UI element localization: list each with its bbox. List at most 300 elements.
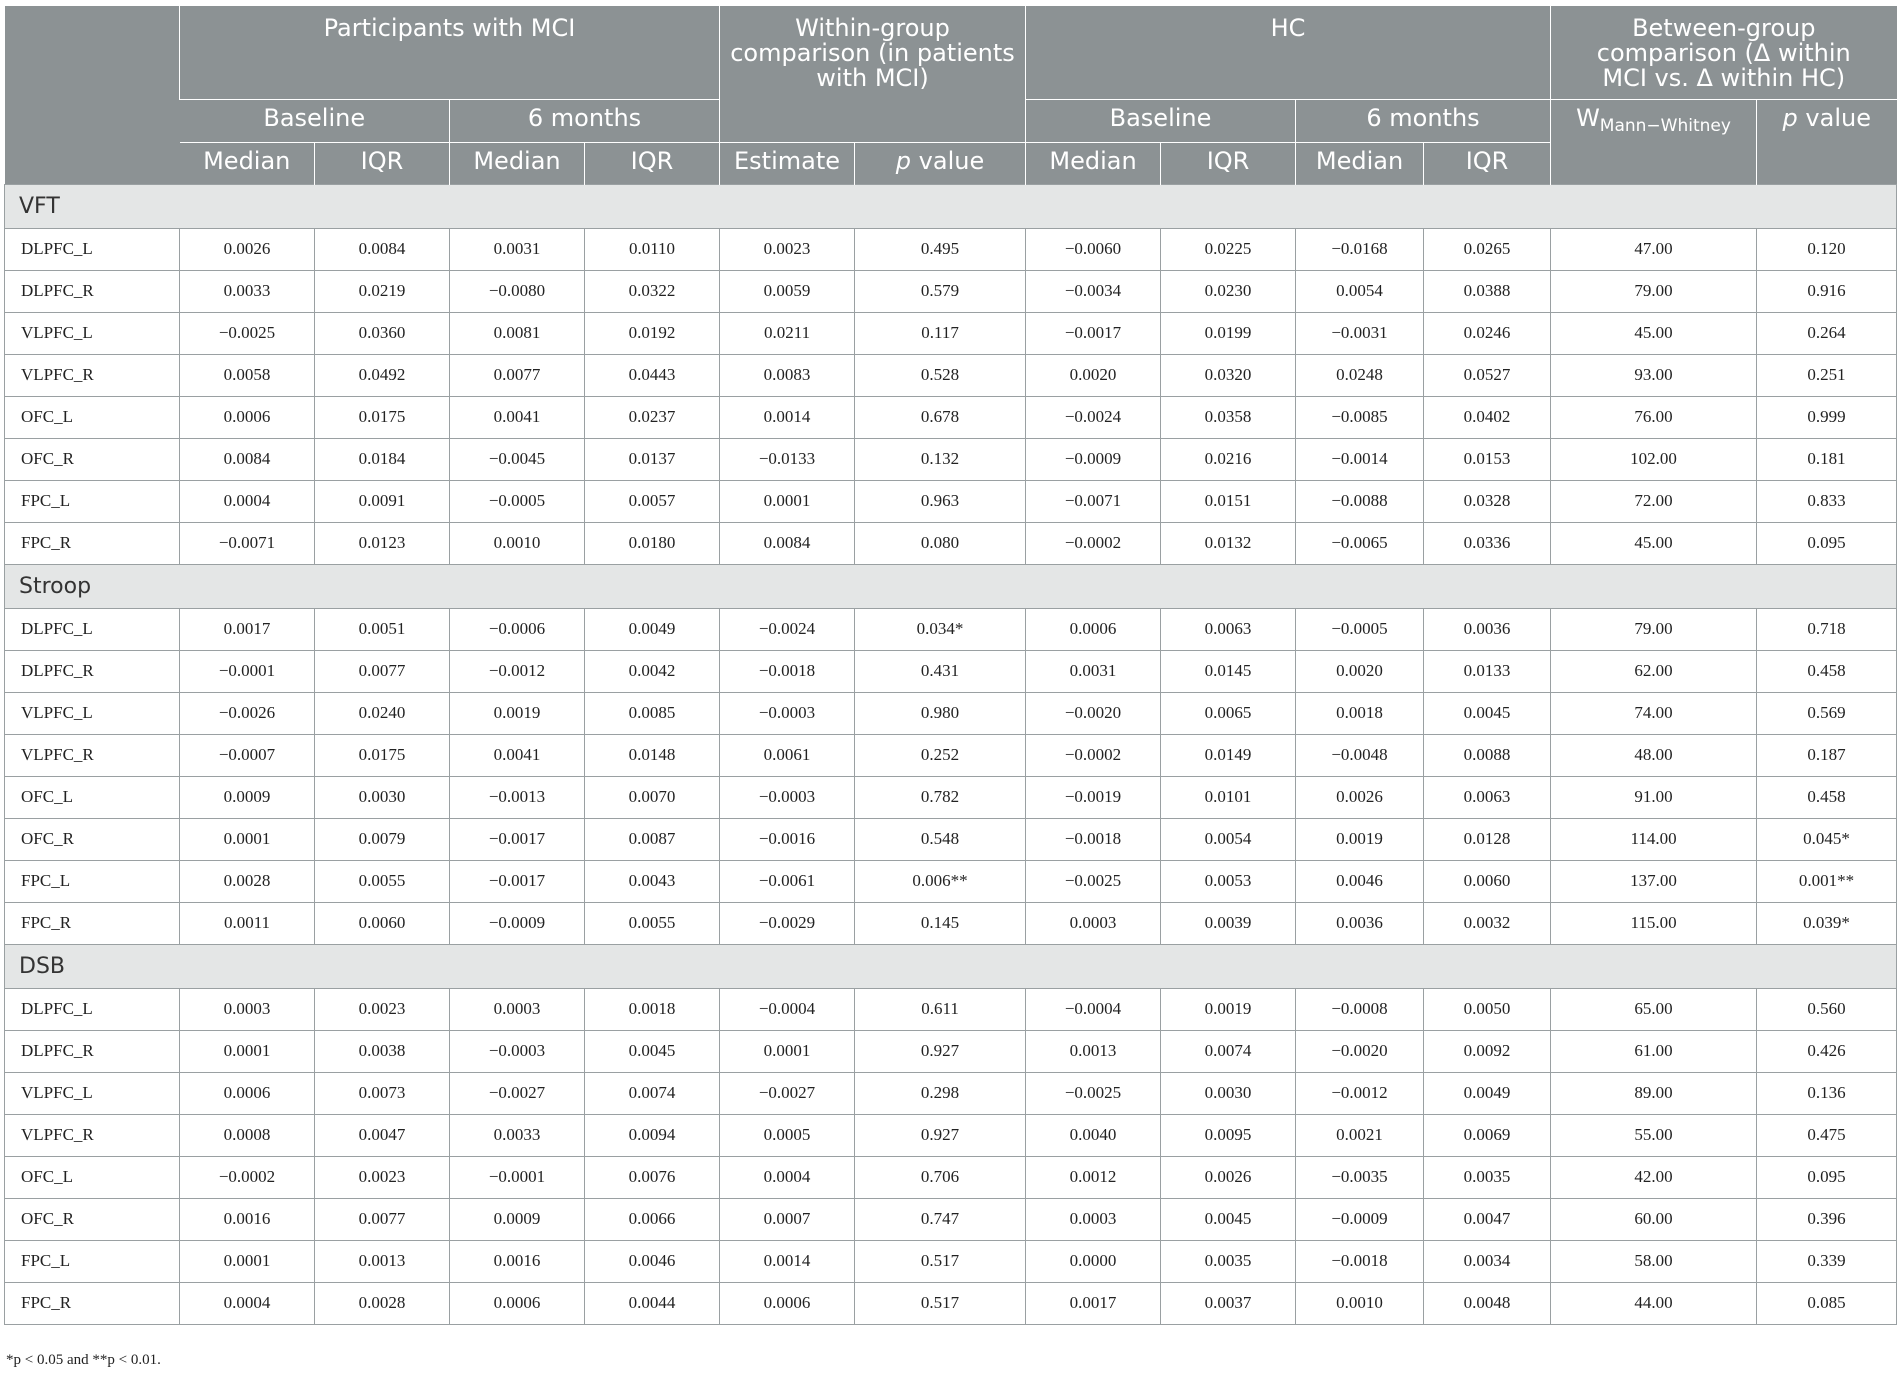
- table-cell: −0.0012: [1296, 1072, 1424, 1114]
- row-label: DLPFC_R: [5, 1030, 180, 1072]
- table-cell: 0.0085: [585, 692, 720, 734]
- table-cell: 55.00: [1551, 1114, 1757, 1156]
- table-cell: −0.0018: [1296, 1240, 1424, 1282]
- table-cell: 0.560: [1757, 988, 1897, 1030]
- table-row: [5, 270, 1897, 312]
- table-cell: 0.0091: [315, 480, 450, 522]
- table-cell: 0.0016: [450, 1240, 585, 1282]
- table-cell: 0.0030: [1161, 1072, 1296, 1114]
- table-cell: −0.0024: [720, 608, 855, 650]
- table-cell: 0.980: [855, 692, 1026, 734]
- table-cell: −0.0012: [450, 650, 585, 692]
- table-cell: −0.0019: [1026, 776, 1161, 818]
- header-w-mann-whitney: [1551, 99, 1757, 184]
- table-cell: 0.0038: [315, 1030, 450, 1072]
- table-cell: 0.517: [855, 1282, 1026, 1324]
- table-cell: 60.00: [1551, 1198, 1757, 1240]
- table-cell: 0.0013: [1026, 1030, 1161, 1072]
- table-cell: 0.0216: [1161, 438, 1296, 480]
- table-cell: 0.999: [1757, 396, 1897, 438]
- table-cell: −0.0035: [1296, 1156, 1424, 1198]
- table-cell: 0.0066: [585, 1198, 720, 1240]
- table-cell: 0.0076: [585, 1156, 720, 1198]
- table-cell: 0.0070: [585, 776, 720, 818]
- table-cell: 0.0006: [720, 1282, 855, 1324]
- table-cell: 44.00: [1551, 1282, 1757, 1324]
- table-cell: 0.0123: [315, 522, 450, 564]
- table-cell: 0.0034: [1424, 1240, 1551, 1282]
- table-cell: −0.0003: [720, 776, 855, 818]
- table-cell: 0.396: [1757, 1198, 1897, 1240]
- table-cell: 0.0101: [1161, 776, 1296, 818]
- table-cell: 0.0004: [720, 1156, 855, 1198]
- table-cell: 0.0358: [1161, 396, 1296, 438]
- table-cell: −0.0060: [1026, 228, 1161, 270]
- table-cell: 0.0153: [1424, 438, 1551, 480]
- table-cell: 0.0003: [180, 988, 315, 1030]
- table-cell: 0.0402: [1424, 396, 1551, 438]
- table-row: [5, 902, 1897, 944]
- table-cell: 0.0149: [1161, 734, 1296, 776]
- table-cell: −0.0003: [720, 692, 855, 734]
- table-row: [5, 1072, 1897, 1114]
- table-cell: 0.678: [855, 396, 1026, 438]
- table-cell: 0.0021: [1296, 1114, 1424, 1156]
- table-cell: 0.0077: [315, 650, 450, 692]
- row-label: DLPFC_R: [5, 650, 180, 692]
- table-cell: 79.00: [1551, 608, 1757, 650]
- value-label: value: [918, 146, 985, 175]
- header-mci-baseline: Baseline: [180, 99, 450, 142]
- table-cell: 0.0088: [1424, 734, 1551, 776]
- table-cell: 0.0237: [585, 396, 720, 438]
- table-cell: 0.0047: [1424, 1198, 1551, 1240]
- table-cell: 0.0041: [450, 734, 585, 776]
- table-cell: 0.927: [855, 1114, 1026, 1156]
- table-cell: −0.0003: [450, 1030, 585, 1072]
- table-cell: 137.00: [1551, 860, 1757, 902]
- header-hc-6m-median: Median: [1296, 142, 1424, 184]
- table-cell: 0.085: [1757, 1282, 1897, 1324]
- section-row: [5, 944, 1897, 988]
- table-cell: 0.0148: [585, 734, 720, 776]
- table-cell: 0.0057: [585, 480, 720, 522]
- table-cell: −0.0025: [180, 312, 315, 354]
- table-cell: 0.0023: [315, 988, 450, 1030]
- table-cell: 0.0026: [1296, 776, 1424, 818]
- table-row: [5, 776, 1897, 818]
- table-cell: 0.0492: [315, 354, 450, 396]
- table-cell: 0.0001: [180, 818, 315, 860]
- header-hc-baseline-median: Median: [1026, 142, 1161, 184]
- table-cell: −0.0034: [1026, 270, 1161, 312]
- table-cell: 0.080: [855, 522, 1026, 564]
- table-cell: −0.0025: [1026, 1072, 1161, 1114]
- table-cell: 48.00: [1551, 734, 1757, 776]
- table-row: [5, 1156, 1897, 1198]
- table-cell: 0.0036: [1296, 902, 1424, 944]
- corner-header: [5, 6, 180, 184]
- table-cell: 0.045*: [1757, 818, 1897, 860]
- table-cell: 0.0018: [585, 988, 720, 1030]
- table-cell: −0.0009: [1026, 438, 1161, 480]
- table-cell: 76.00: [1551, 396, 1757, 438]
- table-cell: 0.034*: [855, 608, 1026, 650]
- table-cell: 0.0033: [450, 1114, 585, 1156]
- table-cell: 0.0527: [1424, 354, 1551, 396]
- table-cell: 0.0095: [1161, 1114, 1296, 1156]
- table-cell: 45.00: [1551, 312, 1757, 354]
- table-cell: 0.517: [855, 1240, 1026, 1282]
- table-row: [5, 1240, 1897, 1282]
- row-label: VLPFC_L: [5, 1072, 180, 1114]
- table-cell: 0.0030: [315, 776, 450, 818]
- table-row: [5, 1114, 1897, 1156]
- table-cell: 0.0322: [585, 270, 720, 312]
- table-cell: 0.0074: [585, 1072, 720, 1114]
- header-hc-baseline: Baseline: [1026, 99, 1296, 142]
- table-cell: 0.0137: [585, 438, 720, 480]
- table-cell: 0.0004: [180, 1282, 315, 1324]
- table-cell: 0.0023: [720, 228, 855, 270]
- table-cell: 0.916: [1757, 270, 1897, 312]
- table-cell: 0.0035: [1424, 1156, 1551, 1198]
- table-cell: 72.00: [1551, 480, 1757, 522]
- row-label: FPC_L: [5, 1240, 180, 1282]
- table-cell: 114.00: [1551, 818, 1757, 860]
- table-cell: 0.0092: [1424, 1030, 1551, 1072]
- table-cell: 0.0001: [720, 480, 855, 522]
- results-table-container: [4, 6, 1896, 1325]
- table-cell: 58.00: [1551, 1240, 1757, 1282]
- table-cell: 0.0006: [180, 1072, 315, 1114]
- row-label: VLPFC_R: [5, 354, 180, 396]
- table-cell: 0.0145: [1161, 650, 1296, 692]
- footnote: *p < 0.05 and **p < 0.01.: [6, 1352, 161, 1368]
- table-cell: −0.0071: [180, 522, 315, 564]
- table-cell: 0.0037: [1161, 1282, 1296, 1324]
- table-cell: 0.569: [1757, 692, 1897, 734]
- header-mci-baseline-iqr: IQR: [315, 142, 450, 184]
- table-cell: 0.0087: [585, 818, 720, 860]
- table-cell: 0.475: [1757, 1114, 1897, 1156]
- table-row: [5, 312, 1897, 354]
- table-cell: 0.251: [1757, 354, 1897, 396]
- table-cell: 0.747: [855, 1198, 1026, 1240]
- table-cell: −0.0031: [1296, 312, 1424, 354]
- table-cell: 0.006**: [855, 860, 1026, 902]
- table-cell: 0.0013: [315, 1240, 450, 1282]
- table-cell: 0.548: [855, 818, 1026, 860]
- table-row: [5, 480, 1897, 522]
- table-cell: −0.0071: [1026, 480, 1161, 522]
- table-cell: −0.0088: [1296, 480, 1424, 522]
- table-cell: 0.039*: [1757, 902, 1897, 944]
- table-cell: 0.0036: [1424, 608, 1551, 650]
- table-cell: 0.0018: [1296, 692, 1424, 734]
- table-cell: 0.579: [855, 270, 1026, 312]
- table-cell: 0.0042: [585, 650, 720, 692]
- row-label: FPC_R: [5, 1282, 180, 1324]
- table-cell: 0.0046: [1296, 860, 1424, 902]
- table-cell: 0.706: [855, 1156, 1026, 1198]
- table-cell: −0.0027: [450, 1072, 585, 1114]
- table-cell: −0.0027: [720, 1072, 855, 1114]
- table-cell: 0.298: [855, 1072, 1026, 1114]
- table-cell: 0.0014: [720, 1240, 855, 1282]
- table-cell: −0.0048: [1296, 734, 1424, 776]
- table-cell: 0.0128: [1424, 818, 1551, 860]
- value-label: value: [1805, 103, 1871, 132]
- table-cell: 0.0050: [1424, 988, 1551, 1030]
- table-cell: 65.00: [1551, 988, 1757, 1030]
- table-cell: 0.0054: [1296, 270, 1424, 312]
- table-cell: −0.0024: [1026, 396, 1161, 438]
- table-cell: −0.0002: [1026, 522, 1161, 564]
- row-label: FPC_R: [5, 522, 180, 564]
- table-cell: 0.0007: [720, 1198, 855, 1240]
- table-cell: 0.0006: [1026, 608, 1161, 650]
- row-label: OFC_L: [5, 776, 180, 818]
- table-cell: 0.0060: [1424, 860, 1551, 902]
- table-cell: 0.0016: [180, 1198, 315, 1240]
- table-cell: 0.0012: [1026, 1156, 1161, 1198]
- table-cell: −0.0017: [450, 818, 585, 860]
- table-cell: −0.0004: [720, 988, 855, 1030]
- table-cell: 0.495: [855, 228, 1026, 270]
- table-cell: 0.120: [1757, 228, 1897, 270]
- table-cell: 0.0175: [315, 734, 450, 776]
- table-row: [5, 988, 1897, 1030]
- p-label: p: [1782, 103, 1798, 132]
- table-cell: −0.0001: [450, 1156, 585, 1198]
- table-cell: 93.00: [1551, 354, 1757, 396]
- table-row: [5, 608, 1897, 650]
- table-cell: −0.0001: [180, 650, 315, 692]
- table-cell: 0.117: [855, 312, 1026, 354]
- table-cell: 0.0055: [585, 902, 720, 944]
- row-label: DLPFC_R: [5, 270, 180, 312]
- table-cell: 0.0065: [1161, 692, 1296, 734]
- table-cell: 0.0053: [1161, 860, 1296, 902]
- header-between-group: Between-group comparison (Δ within MCI vs. Δ within HC): [1551, 6, 1897, 99]
- table-cell: 0.0211: [720, 312, 855, 354]
- table-cell: −0.0020: [1026, 692, 1161, 734]
- table-cell: 0.0180: [585, 522, 720, 564]
- row-label: VLPFC_R: [5, 1114, 180, 1156]
- table-cell: −0.0017: [1026, 312, 1161, 354]
- table-cell: 0.0006: [450, 1282, 585, 1324]
- table-cell: −0.0009: [1296, 1198, 1424, 1240]
- table-cell: 0.0035: [1161, 1240, 1296, 1282]
- table-cell: 79.00: [1551, 270, 1757, 312]
- table-cell: 0.0009: [180, 776, 315, 818]
- table-cell: 0.0054: [1161, 818, 1296, 860]
- table-cell: −0.0133: [720, 438, 855, 480]
- header-estimate: Estimate: [720, 142, 855, 184]
- row-label: FPC_R: [5, 902, 180, 944]
- table-cell: 0.0083: [720, 354, 855, 396]
- table-cell: 0.0014: [720, 396, 855, 438]
- table-cell: 0.611: [855, 988, 1026, 1030]
- table-cell: −0.0085: [1296, 396, 1424, 438]
- table-cell: 0.0051: [315, 608, 450, 650]
- table-cell: 0.0023: [315, 1156, 450, 1198]
- table-cell: 0.0041: [450, 396, 585, 438]
- row-label: DLPFC_L: [5, 228, 180, 270]
- table-row: [5, 438, 1897, 480]
- table-cell: 0.431: [855, 650, 1026, 692]
- row-label: DLPFC_L: [5, 988, 180, 1030]
- table-cell: 0.0133: [1424, 650, 1551, 692]
- row-label: VLPFC_L: [5, 692, 180, 734]
- table-cell: 0.0000: [1026, 1240, 1161, 1282]
- results-table: [4, 6, 1897, 1325]
- table-row: [5, 522, 1897, 564]
- table-cell: 0.0045: [1424, 692, 1551, 734]
- table-cell: 115.00: [1551, 902, 1757, 944]
- table-cell: 0.0074: [1161, 1030, 1296, 1072]
- table-cell: 0.0094: [585, 1114, 720, 1156]
- table-cell: 0.0001: [720, 1030, 855, 1072]
- table-cell: 0.963: [855, 480, 1026, 522]
- table-cell: −0.0007: [180, 734, 315, 776]
- table-cell: 0.0028: [315, 1282, 450, 1324]
- table-cell: 0.264: [1757, 312, 1897, 354]
- table-cell: 0.458: [1757, 650, 1897, 692]
- table-cell: −0.0016: [720, 818, 855, 860]
- table-cell: −0.0009: [450, 902, 585, 944]
- table-cell: 0.0246: [1424, 312, 1551, 354]
- table-cell: 0.0248: [1296, 354, 1424, 396]
- table-cell: −0.0020: [1296, 1030, 1424, 1072]
- table-cell: 0.927: [855, 1030, 1026, 1072]
- table-cell: 0.0081: [450, 312, 585, 354]
- header-mci-6months: 6 months: [450, 99, 720, 142]
- table-cell: 0.0026: [1161, 1156, 1296, 1198]
- table-cell: 47.00: [1551, 228, 1757, 270]
- table-cell: −0.0008: [1296, 988, 1424, 1030]
- table-row: [5, 734, 1897, 776]
- table-cell: 0.0265: [1424, 228, 1551, 270]
- header-mci-group: Participants with MCI: [180, 6, 720, 99]
- table-cell: 0.0019: [450, 692, 585, 734]
- table-cell: 0.0063: [1424, 776, 1551, 818]
- table-cell: 0.0443: [585, 354, 720, 396]
- table-cell: 0.0004: [180, 480, 315, 522]
- table-cell: 45.00: [1551, 522, 1757, 564]
- section-row: [5, 184, 1897, 228]
- table-cell: 0.0043: [585, 860, 720, 902]
- table-cell: 0.0031: [1026, 650, 1161, 692]
- table-cell: 0.0001: [180, 1240, 315, 1282]
- table-cell: −0.0168: [1296, 228, 1424, 270]
- table-cell: −0.0080: [450, 270, 585, 312]
- row-label: FPC_L: [5, 860, 180, 902]
- row-label: OFC_R: [5, 1198, 180, 1240]
- table-cell: 42.00: [1551, 1156, 1757, 1198]
- table-cell: 0.0151: [1161, 480, 1296, 522]
- table-cell: 0.0225: [1161, 228, 1296, 270]
- section-row: [5, 564, 1897, 608]
- p-label: p: [895, 146, 912, 175]
- table-cell: 0.181: [1757, 438, 1897, 480]
- table-cell: 0.0079: [315, 818, 450, 860]
- table-cell: 0.0055: [315, 860, 450, 902]
- table-cell: −0.0026: [180, 692, 315, 734]
- header-between-p-value: [1757, 99, 1897, 184]
- table-cell: 0.0132: [1161, 522, 1296, 564]
- table-cell: 0.0011: [180, 902, 315, 944]
- w-subscript: Mann−Whitney: [1599, 115, 1731, 136]
- table-cell: 0.0008: [180, 1114, 315, 1156]
- table-cell: 0.0031: [450, 228, 585, 270]
- table-cell: −0.0065: [1296, 522, 1424, 564]
- table-cell: 61.00: [1551, 1030, 1757, 1072]
- table-row: [5, 692, 1897, 734]
- table-cell: 0.0084: [180, 438, 315, 480]
- table-cell: 0.0010: [1296, 1282, 1424, 1324]
- table-cell: −0.0045: [450, 438, 585, 480]
- table-cell: 0.0240: [315, 692, 450, 734]
- table-cell: 0.0045: [585, 1030, 720, 1072]
- header-hc-group: HC: [1026, 6, 1551, 99]
- row-label: VLPFC_L: [5, 312, 180, 354]
- table-cell: 0.0048: [1424, 1282, 1551, 1324]
- table-cell: 0.0084: [720, 522, 855, 564]
- table-cell: 0.0046: [585, 1240, 720, 1282]
- table-cell: 0.0069: [1424, 1114, 1551, 1156]
- table-cell: 0.0006: [180, 396, 315, 438]
- table-row: [5, 818, 1897, 860]
- table-cell: 0.0005: [720, 1114, 855, 1156]
- table-cell: −0.0061: [720, 860, 855, 902]
- w-label: W: [1576, 103, 1600, 132]
- table-body: [5, 184, 1897, 1324]
- table-cell: 0.0110: [585, 228, 720, 270]
- row-label: OFC_L: [5, 1156, 180, 1198]
- row-label: FPC_L: [5, 480, 180, 522]
- table-cell: 0.339: [1757, 1240, 1897, 1282]
- section-label: DSB: [5, 944, 1897, 988]
- table-cell: 0.0026: [180, 228, 315, 270]
- table-cell: 0.0077: [315, 1198, 450, 1240]
- table-cell: 0.0077: [450, 354, 585, 396]
- table-cell: −0.0002: [180, 1156, 315, 1198]
- table-cell: 0.718: [1757, 608, 1897, 650]
- header-hc-6months: 6 months: [1296, 99, 1551, 142]
- table-cell: −0.0018: [720, 650, 855, 692]
- table-row: [5, 354, 1897, 396]
- table-cell: 0.0049: [585, 608, 720, 650]
- table-cell: 0.0003: [1026, 902, 1161, 944]
- table-cell: 0.0010: [450, 522, 585, 564]
- table-cell: 0.0060: [315, 902, 450, 944]
- table-cell: 0.0084: [315, 228, 450, 270]
- table-cell: 0.0020: [1296, 650, 1424, 692]
- table-cell: −0.0017: [450, 860, 585, 902]
- table-cell: 0.0019: [1161, 988, 1296, 1030]
- table-cell: 0.0388: [1424, 270, 1551, 312]
- table-cell: 0.0320: [1161, 354, 1296, 396]
- table-row: [5, 228, 1897, 270]
- table-cell: −0.0018: [1026, 818, 1161, 860]
- table-cell: 0.0020: [1026, 354, 1161, 396]
- table-cell: 0.0219: [315, 270, 450, 312]
- row-label: VLPFC_R: [5, 734, 180, 776]
- table-cell: 0.187: [1757, 734, 1897, 776]
- table-cell: 0.782: [855, 776, 1026, 818]
